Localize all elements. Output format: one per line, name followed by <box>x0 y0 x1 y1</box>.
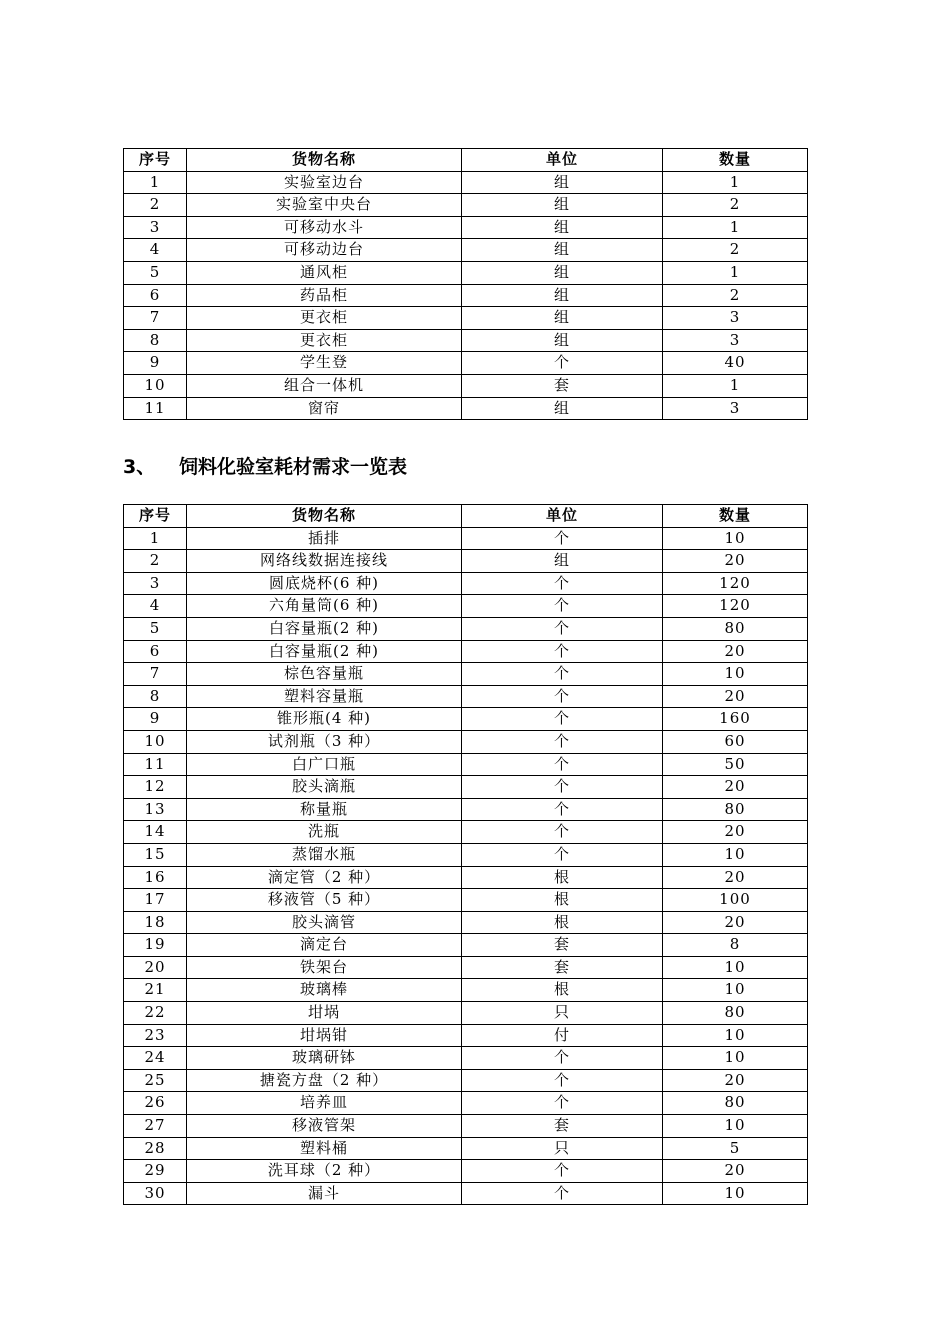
cell-quantity: 3 <box>663 307 808 330</box>
table-row <box>124 1115 808 1138</box>
cell-item-name: 锥形瓶(4 种) <box>187 708 462 731</box>
table-row <box>124 663 808 686</box>
header-unit: 单位 <box>462 505 663 528</box>
table-row <box>124 1160 808 1183</box>
consumables-table <box>123 504 808 1205</box>
table-row <box>124 352 808 375</box>
cell-unit: 组 <box>462 329 663 352</box>
cell-index: 24 <box>124 1047 187 1070</box>
cell-item-name: 滴定管（2 种） <box>187 866 462 889</box>
cell-item-name: 棕色容量瓶 <box>187 663 462 686</box>
cell-quantity: 80 <box>663 798 808 821</box>
cell-unit: 套 <box>462 956 663 979</box>
cell-unit: 套 <box>462 374 663 397</box>
table-row <box>124 572 808 595</box>
table-row <box>124 1047 808 1070</box>
cell-unit: 个 <box>462 843 663 866</box>
cell-index: 22 <box>124 1002 187 1025</box>
cell-item-name: 洗瓶 <box>187 821 462 844</box>
cell-unit: 组 <box>462 194 663 217</box>
header-index: 序号 <box>124 505 187 528</box>
cell-unit: 个 <box>462 1069 663 1092</box>
cell-unit: 个 <box>462 685 663 708</box>
cell-quantity: 2 <box>663 284 808 307</box>
table-row <box>124 730 808 753</box>
cell-item-name: 塑料桶 <box>187 1137 462 1160</box>
cell-index: 1 <box>124 171 187 194</box>
cell-item-name: 蒸馏水瓶 <box>187 843 462 866</box>
cell-unit: 套 <box>462 934 663 957</box>
cell-item-name: 白容量瓶(2 种) <box>187 617 462 640</box>
table-row <box>124 821 808 844</box>
cell-index: 25 <box>124 1069 187 1092</box>
cell-index: 23 <box>124 1024 187 1047</box>
cell-index: 8 <box>124 329 187 352</box>
cell-item-name: 移液管架 <box>187 1115 462 1138</box>
table-row <box>124 397 808 420</box>
cell-quantity: 20 <box>663 866 808 889</box>
cell-item-name: 圆底烧杯(6 种) <box>187 572 462 595</box>
cell-item-name: 可移动水斗 <box>187 216 462 239</box>
table-row <box>124 911 808 934</box>
cell-index: 10 <box>124 730 187 753</box>
cell-index: 19 <box>124 934 187 957</box>
table-row <box>124 595 808 618</box>
cell-item-name: 更衣柜 <box>187 307 462 330</box>
table-row <box>124 194 808 217</box>
cell-unit: 根 <box>462 889 663 912</box>
table-row <box>124 1069 808 1092</box>
cell-unit: 个 <box>462 595 663 618</box>
table-row <box>124 617 808 640</box>
cell-index: 26 <box>124 1092 187 1115</box>
cell-unit: 个 <box>462 730 663 753</box>
cell-item-name: 网络线数据连接线 <box>187 550 462 573</box>
table-row <box>124 1024 808 1047</box>
cell-quantity: 10 <box>663 1047 808 1070</box>
cell-unit: 个 <box>462 527 663 550</box>
cell-item-name: 更衣柜 <box>187 329 462 352</box>
cell-index: 29 <box>124 1160 187 1183</box>
cell-item-name: 铁架台 <box>187 956 462 979</box>
cell-index: 8 <box>124 685 187 708</box>
cell-index: 7 <box>124 307 187 330</box>
cell-item-name: 玻璃棒 <box>187 979 462 1002</box>
table-row <box>124 374 808 397</box>
header-unit: 单位 <box>462 149 663 172</box>
cell-item-name: 坩埚 <box>187 1002 462 1025</box>
table-row <box>124 550 808 573</box>
cell-unit: 组 <box>462 239 663 262</box>
table-row <box>124 527 808 550</box>
cell-unit: 组 <box>462 171 663 194</box>
table-row <box>124 329 808 352</box>
cell-quantity: 20 <box>663 1069 808 1092</box>
cell-quantity: 20 <box>663 911 808 934</box>
cell-quantity: 10 <box>663 843 808 866</box>
cell-item-name: 培养皿 <box>187 1092 462 1115</box>
cell-index: 15 <box>124 843 187 866</box>
cell-item-name: 滴定台 <box>187 934 462 957</box>
cell-quantity: 3 <box>663 397 808 420</box>
cell-unit: 组 <box>462 397 663 420</box>
cell-quantity: 2 <box>663 239 808 262</box>
section-title: 饲料化验室耗材需求一览表 <box>179 456 408 478</box>
cell-unit: 付 <box>462 1024 663 1047</box>
cell-item-name: 胶头滴管 <box>187 911 462 934</box>
table-row <box>124 171 808 194</box>
cell-item-name: 六角量筒(6 种) <box>187 595 462 618</box>
cell-index: 14 <box>124 821 187 844</box>
header-item-name: 货物名称 <box>187 505 462 528</box>
cell-index: 12 <box>124 776 187 799</box>
cell-index: 6 <box>124 284 187 307</box>
cell-index: 5 <box>124 617 187 640</box>
cell-quantity: 3 <box>663 329 808 352</box>
cell-item-name: 塑料容量瓶 <box>187 685 462 708</box>
cell-unit: 组 <box>462 216 663 239</box>
cell-unit: 根 <box>462 979 663 1002</box>
cell-quantity: 1 <box>663 216 808 239</box>
cell-index: 6 <box>124 640 187 663</box>
cell-unit: 个 <box>462 708 663 731</box>
cell-unit: 个 <box>462 821 663 844</box>
table-header-row <box>124 149 808 172</box>
cell-index: 10 <box>124 374 187 397</box>
cell-quantity: 80 <box>663 1092 808 1115</box>
table-body <box>124 527 808 1205</box>
cell-unit: 个 <box>462 1092 663 1115</box>
cell-index: 20 <box>124 956 187 979</box>
table-row <box>124 640 808 663</box>
table-row <box>124 1002 808 1025</box>
cell-unit: 个 <box>462 663 663 686</box>
header-quantity: 数量 <box>663 505 808 528</box>
cell-index: 4 <box>124 595 187 618</box>
cell-index: 11 <box>124 753 187 776</box>
cell-index: 7 <box>124 663 187 686</box>
cell-index: 9 <box>124 352 187 375</box>
cell-unit: 组 <box>462 550 663 573</box>
cell-unit: 个 <box>462 776 663 799</box>
cell-quantity: 20 <box>663 821 808 844</box>
cell-quantity: 20 <box>663 1160 808 1183</box>
cell-index: 4 <box>124 239 187 262</box>
table-header-row <box>124 505 808 528</box>
cell-item-name: 白广口瓶 <box>187 753 462 776</box>
header-index: 序号 <box>124 149 187 172</box>
equipment-table <box>123 148 808 420</box>
cell-quantity: 20 <box>663 685 808 708</box>
cell-item-name: 试剂瓶（3 种） <box>187 730 462 753</box>
cell-index: 5 <box>124 261 187 284</box>
cell-index: 16 <box>124 866 187 889</box>
table-row <box>124 956 808 979</box>
cell-quantity: 50 <box>663 753 808 776</box>
cell-index: 9 <box>124 708 187 731</box>
table-row <box>124 889 808 912</box>
section-heading <box>123 452 407 479</box>
cell-index: 18 <box>124 911 187 934</box>
cell-quantity: 1 <box>663 171 808 194</box>
cell-unit: 个 <box>462 753 663 776</box>
cell-quantity: 1 <box>663 261 808 284</box>
cell-unit: 个 <box>462 1182 663 1205</box>
cell-quantity: 20 <box>663 776 808 799</box>
header-item-name: 货物名称 <box>187 149 462 172</box>
cell-item-name: 洗耳球（2 种） <box>187 1160 462 1183</box>
cell-index: 3 <box>124 572 187 595</box>
cell-quantity: 120 <box>663 572 808 595</box>
cell-unit: 根 <box>462 866 663 889</box>
table-row <box>124 843 808 866</box>
cell-unit: 个 <box>462 572 663 595</box>
cell-item-name: 玻璃研钵 <box>187 1047 462 1070</box>
cell-quantity: 10 <box>663 956 808 979</box>
cell-index: 3 <box>124 216 187 239</box>
cell-unit: 个 <box>462 617 663 640</box>
cell-unit: 组 <box>462 261 663 284</box>
table-body <box>124 171 808 420</box>
cell-quantity: 20 <box>663 640 808 663</box>
cell-index: 11 <box>124 397 187 420</box>
cell-quantity: 10 <box>663 979 808 1002</box>
cell-item-name: 通风柜 <box>187 261 462 284</box>
cell-item-name: 窗帘 <box>187 397 462 420</box>
cell-item-name: 漏斗 <box>187 1182 462 1205</box>
cell-unit: 套 <box>462 1115 663 1138</box>
table-row <box>124 1092 808 1115</box>
cell-quantity: 120 <box>663 595 808 618</box>
cell-quantity: 10 <box>663 663 808 686</box>
cell-quantity: 160 <box>663 708 808 731</box>
table-row <box>124 776 808 799</box>
cell-item-name: 插排 <box>187 527 462 550</box>
cell-index: 13 <box>124 798 187 821</box>
cell-quantity: 80 <box>663 617 808 640</box>
table-row <box>124 753 808 776</box>
cell-item-name: 搪瓷方盘（2 种） <box>187 1069 462 1092</box>
section-number: 3、 <box>123 456 156 478</box>
cell-index: 21 <box>124 979 187 1002</box>
table-row <box>124 284 808 307</box>
cell-unit: 个 <box>462 798 663 821</box>
table-row <box>124 934 808 957</box>
cell-quantity: 10 <box>663 527 808 550</box>
cell-item-name: 学生登 <box>187 352 462 375</box>
cell-unit: 根 <box>462 911 663 934</box>
table-row <box>124 307 808 330</box>
cell-item-name: 药品柜 <box>187 284 462 307</box>
cell-item-name: 实验室边台 <box>187 171 462 194</box>
cell-item-name: 实验室中央台 <box>187 194 462 217</box>
cell-unit: 只 <box>462 1002 663 1025</box>
cell-item-name: 可移动边台 <box>187 239 462 262</box>
table-row <box>124 239 808 262</box>
cell-quantity: 60 <box>663 730 808 753</box>
cell-quantity: 2 <box>663 194 808 217</box>
table-row <box>124 1182 808 1205</box>
cell-unit: 个 <box>462 1047 663 1070</box>
cell-index: 28 <box>124 1137 187 1160</box>
cell-quantity: 5 <box>663 1137 808 1160</box>
cell-quantity: 10 <box>663 1115 808 1138</box>
table-row <box>124 261 808 284</box>
cell-index: 2 <box>124 550 187 573</box>
table-row <box>124 798 808 821</box>
table-row <box>124 979 808 1002</box>
cell-unit: 个 <box>462 352 663 375</box>
cell-index: 30 <box>124 1182 187 1205</box>
cell-quantity: 8 <box>663 934 808 957</box>
cell-item-name: 称量瓶 <box>187 798 462 821</box>
cell-item-name: 胶头滴瓶 <box>187 776 462 799</box>
cell-quantity: 80 <box>663 1002 808 1025</box>
cell-quantity: 10 <box>663 1024 808 1047</box>
cell-unit: 只 <box>462 1137 663 1160</box>
header-quantity: 数量 <box>663 149 808 172</box>
cell-item-name: 组合一体机 <box>187 374 462 397</box>
table-row <box>124 708 808 731</box>
cell-index: 1 <box>124 527 187 550</box>
cell-unit: 个 <box>462 640 663 663</box>
cell-index: 27 <box>124 1115 187 1138</box>
cell-item-name: 坩埚钳 <box>187 1024 462 1047</box>
cell-unit: 组 <box>462 284 663 307</box>
cell-quantity: 20 <box>663 550 808 573</box>
table-row <box>124 1137 808 1160</box>
cell-index: 2 <box>124 194 187 217</box>
cell-quantity: 1 <box>663 374 808 397</box>
table-row <box>124 866 808 889</box>
table-row <box>124 685 808 708</box>
cell-unit: 个 <box>462 1160 663 1183</box>
cell-item-name: 移液管（5 种） <box>187 889 462 912</box>
cell-quantity: 40 <box>663 352 808 375</box>
cell-quantity: 10 <box>663 1182 808 1205</box>
cell-quantity: 100 <box>663 889 808 912</box>
cell-index: 17 <box>124 889 187 912</box>
table-row <box>124 216 808 239</box>
cell-item-name: 白容量瓶(2 种) <box>187 640 462 663</box>
cell-unit: 组 <box>462 307 663 330</box>
